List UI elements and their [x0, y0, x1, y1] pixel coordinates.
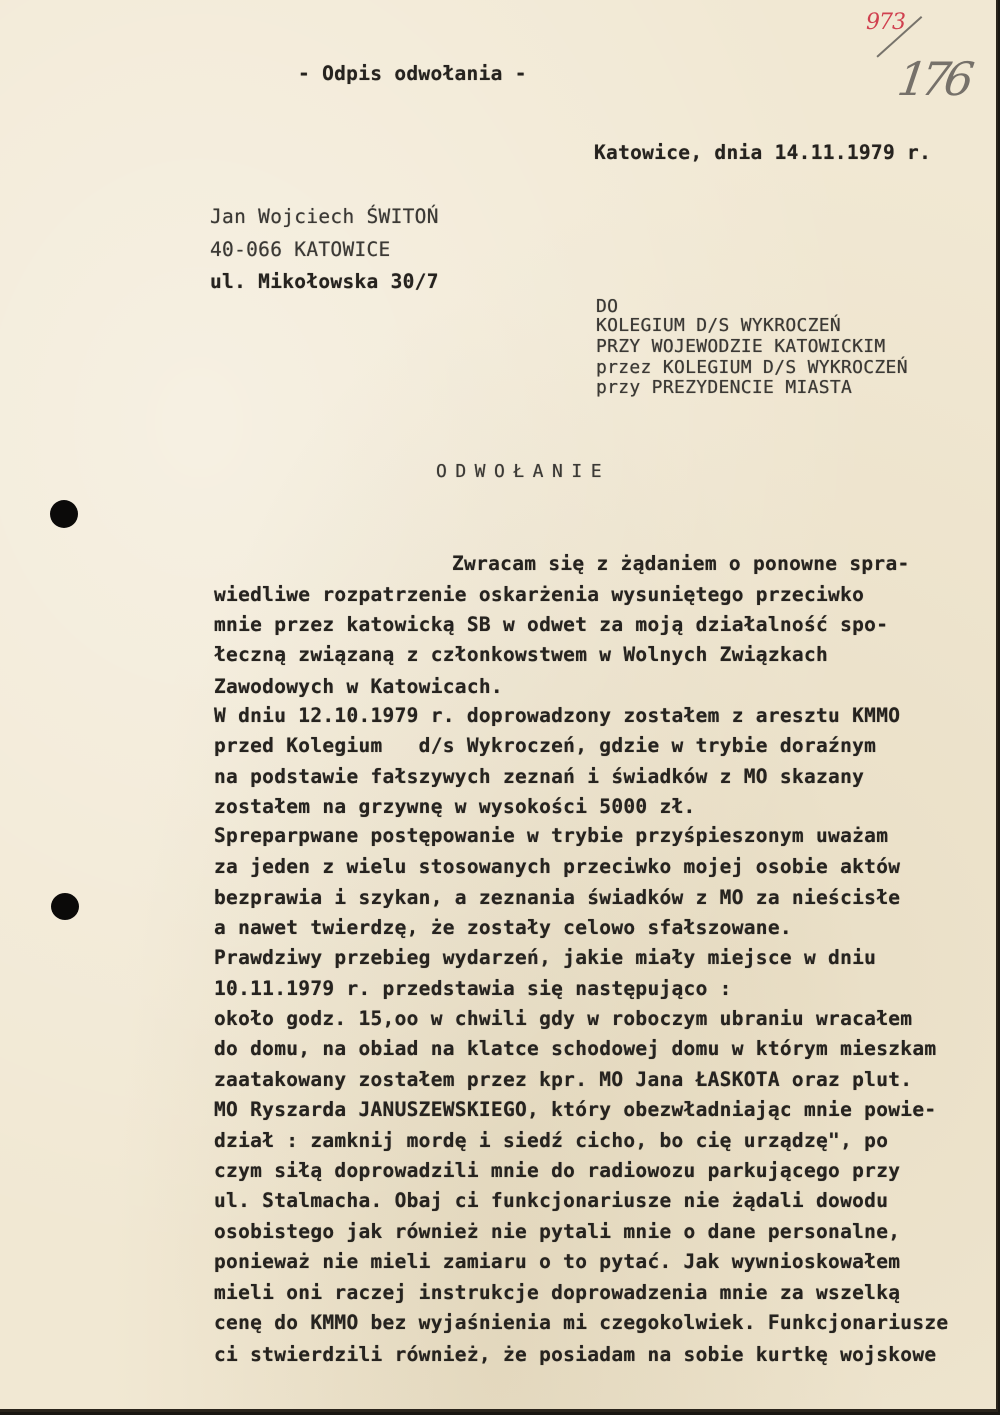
recipient-line: PRZY WOJEWODZIE KATOWICKIM: [596, 336, 886, 357]
recipient-line: DO: [596, 296, 619, 317]
body-line: zaatakowany zostałem przez kpr. MO Jana ŁASKOTA oraz plut.: [214, 1068, 913, 1091]
body-line: mnie przez katowicką SB w odwet za moją działalność spo-: [214, 613, 889, 636]
body-line: ponieważ nie mieli zamiaru o to pytać. Jak wywnioskowałem: [214, 1250, 901, 1273]
body-line: ci stwierdzili również, że posiadam na sobie kurtkę wojskowe: [214, 1343, 937, 1366]
body-line: dział : zamknij mordę i siedź cicho, bo cię urządzę", po: [214, 1129, 889, 1152]
body-line: bezprawia i szykan, a zeznania świadków z MO za nieścisłe: [214, 886, 901, 909]
body-line: Zwracam się z żądaniem o ponowne spra-: [452, 552, 910, 575]
body-line: Spreparpwane postępowanie w trybie przyśpieszonym uważam: [214, 824, 889, 847]
sender-name: Jan Wojciech ŚWITOŃ: [210, 205, 439, 228]
header-note: - Odpis odwołania -: [298, 62, 527, 85]
body-line: do domu, na obiad na klatce schodowej domu w którym mieszkam: [214, 1037, 937, 1060]
body-line: przed Kolegium d/s Wykroczeń, gdzie w trybie doraźnym: [214, 734, 877, 757]
page-number-handwritten: 176: [894, 52, 972, 106]
body-line: ul. Stalmacha. Obaj ci funkcjonariusze nie żądali dowodu: [214, 1189, 889, 1212]
archive-number-red: 973: [866, 10, 905, 35]
body-line: MO Ryszarda JANUSZEWSKIEGO, który obezwładniając mnie powie-: [214, 1098, 937, 1121]
body-line: czym siłą doprowadzili mnie do radiowozu parkującego przy: [214, 1159, 901, 1182]
body-line: około godz. 15,oo w chwili gdy w roboczym ubraniu wracałem: [214, 1007, 913, 1030]
punch-hole-icon: [51, 893, 79, 920]
document-title: ODWOŁANIE: [436, 461, 611, 482]
body-line: Zawodowych w Katowicach.: [214, 675, 503, 698]
recipient-line: przez KOLEGIUM D/S WYKROCZEŃ: [596, 357, 908, 378]
sender-street: ul. Mikołowska 30/7: [210, 270, 439, 293]
body-line: osobistego jak również nie pytali mnie o dane personalne,: [214, 1220, 901, 1243]
body-line: zostałem na grzywnę w wysokości 5000 zł.: [214, 795, 696, 818]
sender-postal-city: 40-066 KATOWICE: [210, 238, 391, 261]
body-line: 10.11.1979 r. przedstawia się następująco :: [214, 977, 732, 1000]
recipient-line: KOLEGIUM D/S WYKROCZEŃ: [596, 315, 842, 336]
recipient-line: przy PREZYDENCIE MIASTA: [596, 377, 853, 398]
body-line: łeczną związaną z członkowstwem w Wolnych Związkach: [214, 643, 829, 666]
punch-hole-icon: [50, 500, 78, 528]
body-line: za jeden z wielu stosowanych przeciwko mojej osobie aktów: [214, 855, 901, 878]
body-line: cenę do KMMO bez wyjaśnienia mi czegokolwiek. Funkcjonariusze: [214, 1311, 949, 1334]
body-line: mieli oni raczej instrukcje doprowadzenia mnie za wszelką: [214, 1281, 901, 1304]
body-line: W dniu 12.10.1979 r. doprowadzony zostałem z aresztu KMMO: [214, 704, 901, 727]
body-line: wiedliwe rozpatrzenie oskarżenia wysuniętego przeciwko: [214, 583, 865, 606]
place-date: Katowice, dnia 14.11.1979 r.: [594, 141, 932, 164]
body-line: Prawdziwy przebieg wydarzeń, jakie miały miejsce w dniu: [214, 946, 877, 969]
body-line: a nawet twierdzę, że zostały celowo sfałszowane.: [214, 916, 792, 939]
body-line: na podstawie fałszywych zeznań i świadków z MO skazany: [214, 765, 865, 788]
